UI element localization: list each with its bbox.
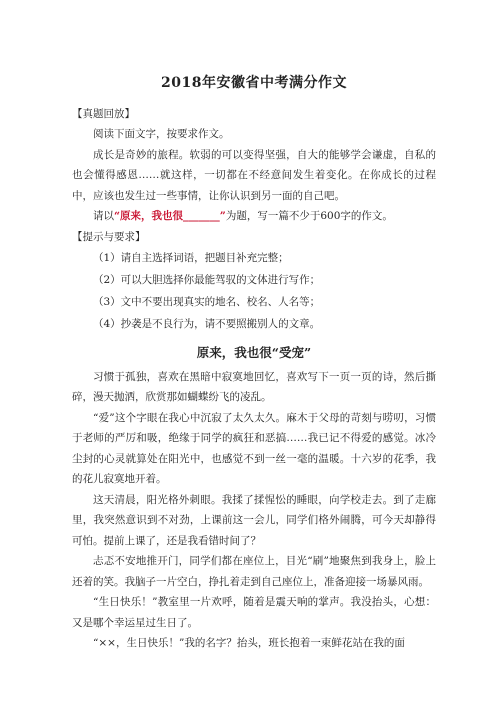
essay-paragraph: 习惯于孤独，喜欢在黑暗中寂寞地回忆，喜欢写下一页一页的诗，然后撕碎，漫天抛洒，欣赏那如蝴蝶纷飞的凌乱。 xyxy=(72,370,436,403)
assignment-prefix: 请以 xyxy=(93,210,114,222)
tips-list xyxy=(72,247,436,335)
essay-paragraph: “××，生日快乐！”我的名字？抬头，班长抱着一束鲜花站在我的面 xyxy=(93,637,405,649)
document-title: 2018年安徽省中考满分作文 xyxy=(161,75,347,91)
assignment-topic-highlight: “原来，我也很_______” xyxy=(114,210,226,222)
essay-title: 原来，我也很“受宠” xyxy=(196,344,312,360)
prompt-paragraph: 成长是奇妙的旅程。软弱的可以变得坚强，自大的能够学会谦虚，自私的也会懂得感恩……就这样，一切都在不经意间发生着变化。在你成长的过程中，应该也发生过一些事情，让你认识到另一面的自己吧。 xyxy=(72,148,436,202)
essay-paragraph: 忐忑不安地推开门，同学们都在座位上，目光“刷”地聚焦到我身上，脸上还着的笑。我脑子一片空白，挣扎着走到自己座位上，准备迎接一场暴风雨。 xyxy=(72,555,436,588)
essay-paragraph: 这天清晨，阳光格外刺眼。我揉了揉惺忪的睡眼，向学校走去。到了走廊里，我突然意识到不对劲，上课前这一会儿，同学们格外闹腾，可今天却静得可怕。提前上课了，还是我看错时间了？ xyxy=(72,493,436,547)
tip-item: （2）可以大胆选择你最能驾驭的文体进行写作； xyxy=(93,273,321,286)
essay-paragraph: “爱”这个字眼在我心中沉寂了太久太久。麻木于父母的苛刻与唠叨，习惯于老师的严厉和吸，绝缘于同学的疯狂和恶搞……我已记不得爱的感觉。冰冷尘封的心灵就算处在阳光中，也感觉不到一丝一毫的温暖。十六岁的花季，我的花儿寂寞地开着。 xyxy=(72,411,436,485)
assignment-suffix: 为题，写一篇不少于600字的作文。 xyxy=(225,210,393,222)
tip-item: （4）抄袭是不良行为，请不要照搬别人的文章。 xyxy=(93,317,321,330)
tip-item: （3）文中不要出现真实的地名、校名、人名等； xyxy=(93,295,321,308)
assignment-line xyxy=(72,206,436,227)
instruction-line: 阅读下面文字，按要求作文。 xyxy=(93,128,230,140)
essay-paragraph: “生日快乐！”教室里一片欢呼，随着是震天响的掌声。我没抬头，心想：又是哪个幸运星过生日了。 xyxy=(72,596,436,629)
tip-item: （1）请自主选择词语，把题目补充完整； xyxy=(93,251,289,264)
section-label-tips: 【提示与要求】 xyxy=(72,230,146,243)
section-label-prompt: 【真题回放】 xyxy=(72,108,135,120)
